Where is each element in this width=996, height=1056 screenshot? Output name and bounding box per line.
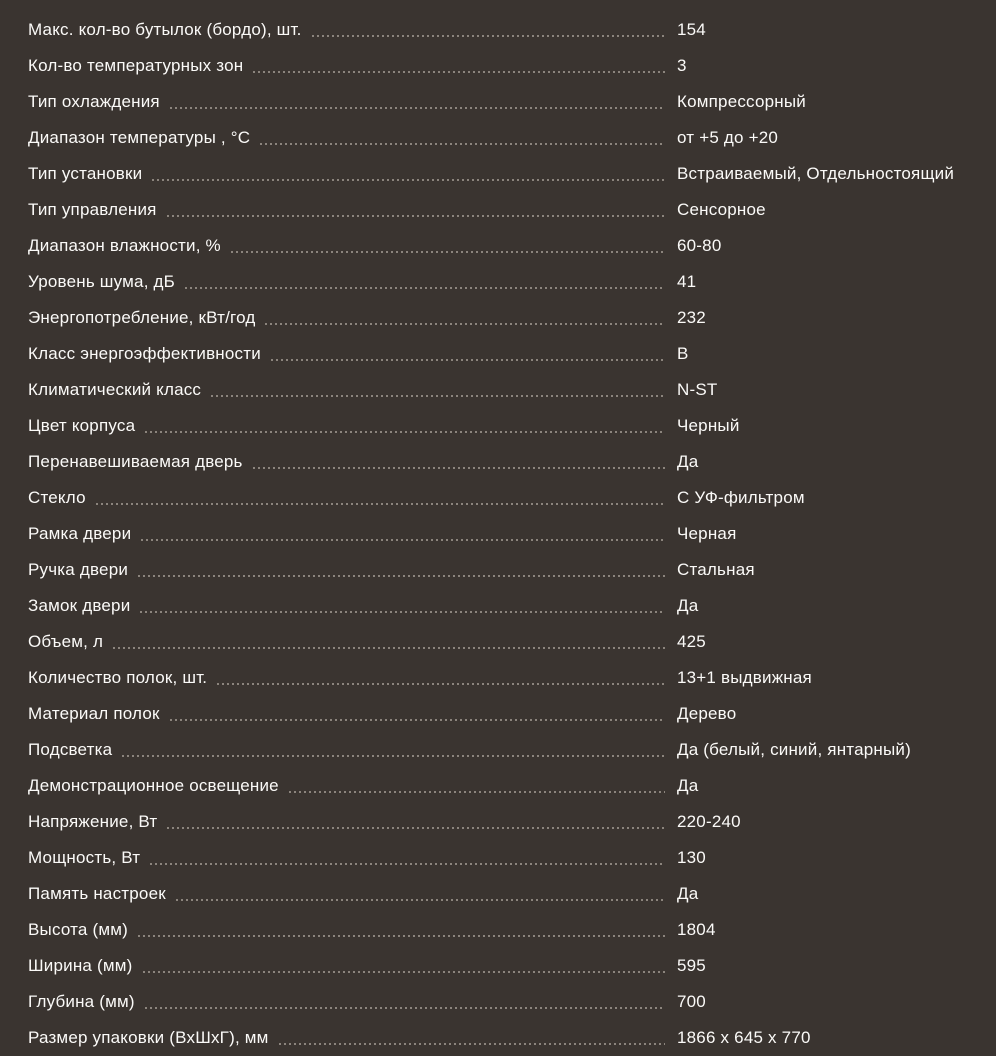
dotted-leader	[260, 143, 665, 145]
dotted-leader	[312, 35, 665, 37]
spec-value: от +5 до +20	[677, 127, 779, 147]
spec-label: Высота (мм)	[28, 919, 128, 939]
spec-row	[28, 335, 996, 371]
dotted-leader	[211, 395, 665, 397]
dotted-leader	[253, 71, 665, 73]
spec-row	[28, 119, 996, 155]
dotted-leader	[170, 719, 665, 721]
spec-value: 41	[677, 271, 697, 291]
dotted-leader	[141, 539, 665, 541]
spec-label: Рамка двери	[28, 523, 132, 543]
spec-label: Тип установки	[28, 163, 143, 183]
spec-row	[28, 587, 996, 623]
spec-value: 60-80	[677, 235, 722, 255]
dotted-leader	[167, 827, 665, 829]
spec-row	[28, 911, 996, 947]
spec-label: Ручка двери	[28, 559, 129, 579]
dotted-leader	[185, 287, 665, 289]
dotted-leader	[138, 575, 665, 577]
spec-label: Диапазон температуры , °С	[28, 127, 251, 147]
spec-row	[28, 47, 996, 83]
dotted-leader	[271, 359, 665, 361]
spec-label: Количество полок, шт.	[28, 667, 208, 687]
spec-label: Напряжение, Вт	[28, 811, 158, 831]
spec-label: Уровень шума, дБ	[28, 271, 176, 291]
spec-label: Макс. кол-во бутылок (бордо), шт.	[28, 19, 302, 39]
spec-value: Да	[677, 883, 699, 903]
spec-row	[28, 479, 996, 515]
dotted-leader	[167, 215, 665, 217]
spec-value: 220-240	[677, 811, 741, 831]
spec-value: С УФ-фильтром	[677, 487, 805, 507]
dotted-leader	[150, 863, 665, 865]
dotted-leader	[113, 647, 665, 649]
spec-row	[28, 155, 996, 191]
dotted-leader	[265, 323, 665, 325]
spec-value: Да	[677, 775, 699, 795]
spec-value: 1866 x 645 x 770	[677, 1027, 811, 1047]
spec-row	[28, 695, 996, 731]
spec-label: Диапазон влажности, %	[28, 235, 221, 255]
spec-label: Тип охлаждения	[28, 91, 160, 111]
dotted-leader	[96, 503, 665, 505]
dotted-leader	[253, 467, 665, 469]
spec-row	[28, 803, 996, 839]
spec-label: Объем, л	[28, 631, 104, 651]
dotted-leader	[217, 683, 665, 685]
spec-row	[28, 659, 996, 695]
dotted-leader	[138, 935, 665, 937]
spec-label: Климатический класс	[28, 379, 202, 399]
dotted-leader	[170, 107, 665, 109]
spec-row	[28, 1019, 996, 1055]
spec-label: Мощность, Вт	[28, 847, 141, 867]
spec-value: Да (белый, синий, янтарный)	[677, 739, 911, 759]
dotted-leader	[231, 251, 665, 253]
spec-value: B	[677, 343, 689, 363]
spec-value: 425	[677, 631, 706, 651]
spec-row	[28, 263, 996, 299]
spec-row	[28, 839, 996, 875]
spec-value: Встраиваемый, Отдельностоящий	[677, 163, 955, 183]
dotted-leader	[145, 431, 665, 433]
spec-row	[28, 875, 996, 911]
spec-value: Да	[677, 595, 699, 615]
dotted-leader	[152, 179, 665, 181]
spec-row	[28, 767, 996, 803]
spec-value: Дерево	[677, 703, 737, 723]
spec-value: Да	[677, 451, 699, 471]
spec-row	[28, 515, 996, 551]
spec-row	[28, 947, 996, 983]
spec-label: Ширина (мм)	[28, 955, 133, 975]
dotted-leader	[143, 971, 666, 973]
spec-value: N-ST	[677, 379, 718, 399]
spec-label: Энергопотребление, кВт/год	[28, 307, 256, 327]
spec-row	[28, 227, 996, 263]
spec-label: Класс энергоэффективности	[28, 343, 261, 363]
dotted-leader	[122, 755, 665, 757]
spec-row	[28, 551, 996, 587]
spec-row	[28, 191, 996, 227]
spec-label: Перенавешиваемая дверь	[28, 451, 243, 471]
spec-value: Стальная	[677, 559, 755, 579]
spec-label: Глубина (мм)	[28, 991, 135, 1011]
spec-row	[28, 371, 996, 407]
spec-row	[28, 983, 996, 1019]
spec-row	[28, 299, 996, 335]
dotted-leader	[140, 611, 665, 613]
dotted-leader	[279, 1043, 665, 1045]
spec-label: Подсветка	[28, 739, 113, 759]
spec-value: 13+1 выдвижная	[677, 667, 812, 687]
spec-value: Черный	[677, 415, 740, 435]
spec-row	[28, 731, 996, 767]
spec-label: Цвет корпуса	[28, 415, 136, 435]
spec-row	[28, 443, 996, 479]
spec-label: Тип управления	[28, 199, 157, 219]
spec-row	[28, 623, 996, 659]
spec-value: 232	[677, 307, 706, 327]
spec-value: 595	[677, 955, 706, 975]
spec-value: 1804	[677, 919, 716, 939]
spec-value: 130	[677, 847, 706, 867]
spec-label: Стекло	[28, 487, 86, 507]
spec-row	[28, 407, 996, 443]
spec-label: Демонстрационное освещение	[28, 775, 279, 795]
spec-label: Память настроек	[28, 883, 166, 903]
spec-value: Черная	[677, 523, 737, 543]
spec-label: Материал полок	[28, 703, 160, 723]
spec-label: Размер упаковки (ВхШхГ), мм	[28, 1027, 269, 1047]
spec-value: 700	[677, 991, 706, 1011]
spec-value: 154	[677, 19, 706, 39]
spec-row	[28, 83, 996, 119]
spec-value: Компрессорный	[677, 91, 806, 111]
spec-value: Сенсорное	[677, 199, 766, 219]
spec-label: Замок двери	[28, 595, 131, 615]
dotted-leader	[145, 1007, 665, 1009]
spec-row	[28, 11, 996, 47]
spec-value: 3	[677, 55, 687, 75]
dotted-leader	[176, 899, 665, 901]
dotted-leader	[289, 791, 665, 793]
spec-label: Кол-во температурных зон	[28, 55, 244, 75]
